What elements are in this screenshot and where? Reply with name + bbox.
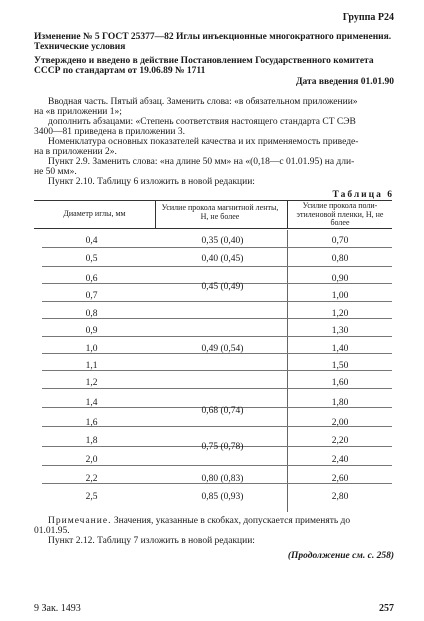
- cell-film-force: 1,40: [331, 344, 349, 354]
- cell-diameter: 0,9: [85, 326, 98, 336]
- cell-tape-force: 0,35 (0,40): [201, 236, 244, 246]
- page-number: 257: [379, 603, 394, 614]
- paragraph-3: Номенклатура основных показателей качества и их применяемость приведе-: [48, 137, 359, 147]
- cell-diameter: 0,5: [85, 254, 98, 264]
- paragraph-5: Пункт 2.10. Таблицу 6 изложить в новой редакции:: [48, 177, 255, 187]
- cell-tape-force: 0,68 (0,74): [201, 406, 244, 416]
- cell-diameter: 2,0: [85, 455, 98, 465]
- paragraph-3b: на в приложении 2».: [34, 147, 117, 157]
- cell-film-force: 1,00: [331, 291, 349, 301]
- cell-diameter: 2,2: [85, 474, 98, 484]
- effective-date: Дата введения 01.01.90: [295, 77, 394, 87]
- cell-film-force: 0,70: [331, 236, 349, 246]
- cell-film-force: 2,80: [331, 492, 349, 502]
- cell-diameter: 1,4: [85, 398, 98, 408]
- cell-diameter: 0,4: [85, 236, 98, 246]
- note: [48, 516, 350, 526]
- footer-left: 9 Зак. 1493: [34, 603, 81, 614]
- cell-film-force: 1,80: [331, 398, 349, 408]
- row-separator: [42, 247, 392, 248]
- cell-film-force: 1,20: [331, 309, 349, 319]
- cell-tape-force: 0,75 (0,78): [201, 442, 244, 452]
- cell-diameter: 0,6: [85, 274, 98, 284]
- cell-tape-force: 0,80 (0,83): [201, 474, 244, 484]
- note-text-2: 01.01.95.: [34, 526, 70, 536]
- cell-diameter: 1,8: [85, 436, 98, 446]
- header-tape: Усилие прокола магнитной ленты, Н, не более: [161, 203, 279, 221]
- cell-film-force: 2,00: [331, 418, 349, 428]
- cell-film-force: 0,80: [331, 254, 349, 264]
- paragraph-4b: не 50 мм».: [34, 167, 77, 177]
- heading-line-2: Технические условия: [34, 42, 126, 52]
- row-separator: [42, 266, 392, 267]
- cell-film-force: 1,60: [331, 378, 349, 388]
- cell-film-force: 0,90: [331, 274, 349, 284]
- cell-film-force: 1,50: [331, 361, 349, 371]
- paragraph-1: Вводная часть. Пятый абзац. Заменить слова: «в обязательном приложении»: [48, 97, 358, 107]
- row-separator: [42, 301, 392, 302]
- cell-diameter: 0,8: [85, 309, 98, 319]
- row-separator: [42, 388, 392, 389]
- cell-diameter: 1,2: [85, 378, 98, 388]
- table-label: Таблица 6: [332, 190, 394, 200]
- paragraph-2b: 3400—81 приведена в приложении 3.: [34, 127, 185, 137]
- cell-diameter: 1,0: [85, 344, 98, 354]
- paragraph-4: Пункт 2.9. Заменить слова: «на длине 50 мм» на «(0,18—с 01.01.95) на дли-: [48, 157, 355, 167]
- cell-tape-force: 0,45 (0,49): [201, 282, 244, 292]
- cell-tape-force: 0,49 (0,54): [201, 344, 244, 354]
- group-label: Группа Р24: [342, 12, 394, 23]
- cell-diameter: 0,7: [85, 291, 98, 301]
- approval-line-2: СССР по стандартам от 19.06.89 № 1711: [34, 66, 206, 76]
- cell-film-force: 2,20: [331, 436, 349, 446]
- cell-film-force: 2,60: [331, 474, 349, 484]
- note-label: Примечание.: [48, 516, 112, 526]
- paragraph-1b: на «в приложении 1»;: [34, 107, 122, 117]
- cell-diameter: 1,6: [85, 418, 98, 428]
- cell-tape-force: 0,85 (0,93): [201, 492, 244, 502]
- row-separator: [42, 465, 392, 466]
- cell-tape-force: 0,40 (0,45): [201, 254, 244, 264]
- header-film: Усилие прокола поли-этиленовой пленки, Н, не более: [296, 201, 384, 227]
- approval-line-1: Утверждено и введено в действие Постановлением Государственного комитета: [34, 56, 374, 66]
- cell-diameter: 2,5: [85, 492, 98, 502]
- row-separator: [42, 336, 392, 337]
- header-diameter: Диаметр иглы, мм: [63, 209, 126, 218]
- note-text: Значения, указанные в скобках, допускается применять до: [113, 516, 351, 526]
- continued-note: (Продолжение см. с. 258): [287, 551, 394, 561]
- cell-film-force: 1,30: [331, 326, 349, 336]
- paragraph-2: дополнить абзацами: «Степень соответствия настоящего стандарта СТ СЭВ: [48, 117, 356, 127]
- item-2-12: Пункт 2.12. Таблицу 7 изложить в новой редакции:: [48, 536, 255, 546]
- cell-film-force: 2,40: [331, 455, 349, 465]
- cell-diameter: 1,1: [85, 361, 98, 371]
- heading-line-1: Изменение № 5 ГОСТ 25377—82 Иглы инъекционные многократного применения.: [34, 32, 392, 42]
